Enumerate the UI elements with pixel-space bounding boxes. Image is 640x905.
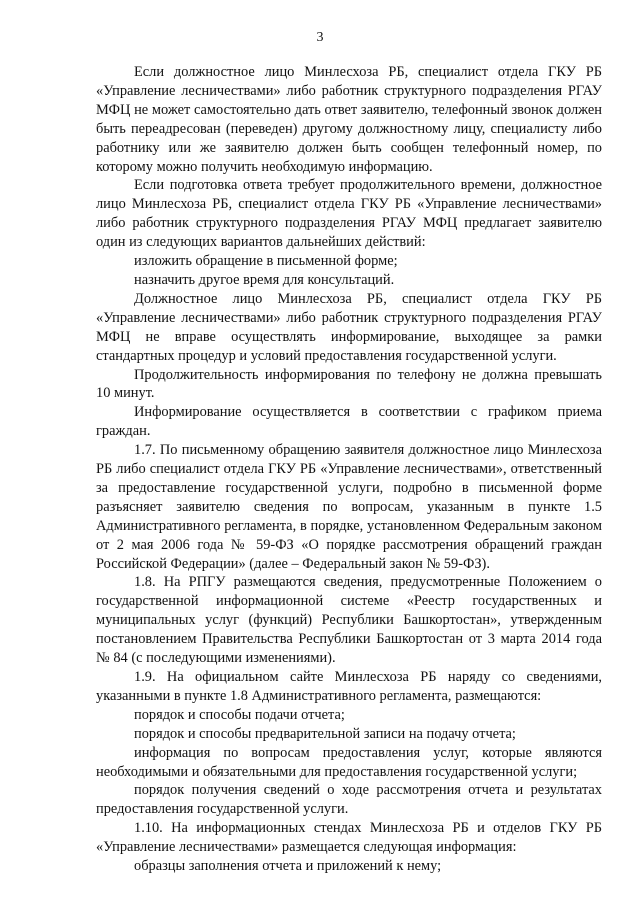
page-number: 3 <box>316 30 324 45</box>
paragraph-redirect-call: Если должностное лицо Минлесхоза РБ, специалист отдела ГКУ РБ «Управление лесничествами» либо работник структурного подразделения РГАУ МФЦ не может самостоятельно дать ответ заявителю, телефонный звонок должен быть переадресован (переведен) другому должностному лицу, специалисту либо работнику или же заявителю должен быть сообщен телефонный номер, по которому можно получить необходимую информацию. <box>96 64 602 175</box>
list-item-sample-forms: образцы заполнения отчета и приложений к нему; <box>134 858 442 875</box>
list-item-preregistration: порядок и способы предварительной записи на подачу отчета; <box>134 725 516 742</box>
paragraph-1-9: 1.9. На официальном сайте Минлесхоза РБ наряду со сведениями, указанными в пункте 1.8 Административного регламента, размещаются: <box>96 669 602 704</box>
paragraph-1-10: 1.10. На информационных стендах Минлесхоза РБ и отделов ГКУ РБ «Управление лесничествами» размещается следующая информация: <box>96 820 602 856</box>
option-other-time: назначить другое время для консультаций. <box>134 271 395 288</box>
paragraph-1-8: 1.8. На РПГУ размещаются сведения, предусмотренные Положением о государственной информационной системе «Реестр государственных и муниципальных услуг (функций) Республики Башкортостан», утвержденным постановлением Правительства Республики Башкортостан от 3 марта 2014 года № 84 (с последующими изменениями). <box>96 574 602 667</box>
paragraph-reception-schedule: Информирование осуществляется в соответствии с графиком приема граждан. <box>96 404 602 440</box>
list-item-submission-methods: порядок и способы подачи отчета; <box>134 706 345 723</box>
paragraph-1-7: 1.7. По письменному обращению заявителя должностное лицо Минлесхоза РБ либо специалист отдела ГКУ РБ «Управление лесничествами», ответственный за предоставление государственной услуги, подробно в письменной форме разъясняет заявителю сведения по вопросам, указанным в пункте 1.5 Административного регламента, в порядке, установленном Федеральным законом от 2 мая 2006 года № 59-ФЗ «О порядке рассмотрения обращений граждан Российской Федерации» (далее – Федеральный закон № 59-ФЗ). <box>96 442 602 572</box>
list-item-required-services-info: информация по вопросам предоставления услуг, которые являются необходимыми и обязательными для предоставления государственной услуги; <box>96 744 602 780</box>
option-written-form: изложить обращение в письменной форме; <box>134 253 398 270</box>
paragraph-informing-limits: Должностное лицо Минлесхоза РБ, специалист отдела ГКУ РБ «Управление лесничествами» либо работник структурного подразделения РГАУ МФЦ не вправе осуществлять информирование, выходящее за рамки стандартных процедур и условий предоставления государственной услуги. <box>96 290 602 364</box>
paragraph-call-duration: Продолжительность информирования по телефону не должна превышать 10 минут. <box>96 366 602 402</box>
list-item-status-info: порядок получения сведений о ходе рассмотрения отчета и результатах предоставления государственной услуги. <box>96 782 602 818</box>
document-body <box>96 63 602 876</box>
paragraph-long-preparation: Если подготовка ответа требует продолжительного времени, должностное лицо Минлесхоза РБ, специалист отдела ГКУ РБ «Управление лесничествами» либо работник структурного подразделения РГАУ МФЦ предлагает заявителю один из следующих вариантов дальнейших действий: <box>96 177 602 251</box>
